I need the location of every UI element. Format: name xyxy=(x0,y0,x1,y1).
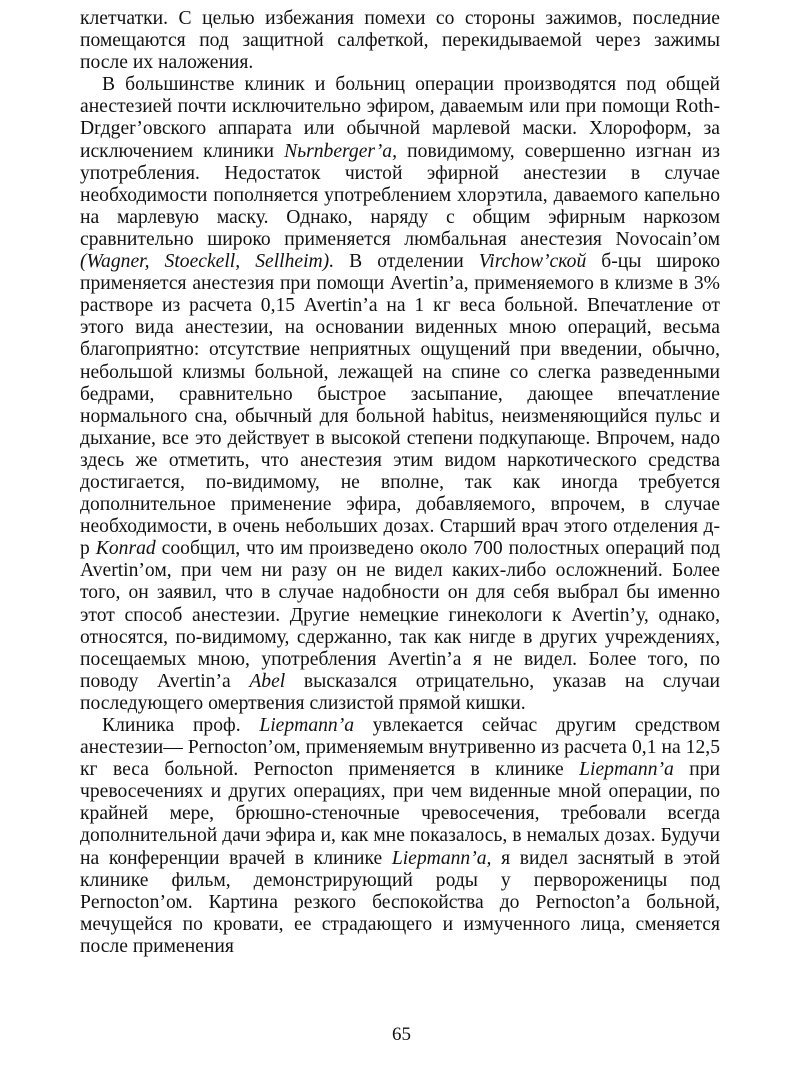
text-segment: В отделении xyxy=(334,251,479,273)
text-segment: Клиника проф. xyxy=(102,715,260,736)
italic-name: Liepmann’a xyxy=(579,759,674,781)
italic-name: (Wagner, Stoeckell, Sellheim). xyxy=(80,251,335,273)
text-segment: б-цы широко применяется анестезия при помощи Avertin’a, применяемого в клизме в 3% растворе из расчета 0,15 Avertin’a на 1 кг веса больной. Впечатление от этого вида анестезии, на основании виденных мною операций, весьма благоприятно: отсутствие неприятных ощущений при введении, обычно, небольшой клизмы больной, лежащей на спине со слегка разведенными бедрами, сравнительно быстроe засыпание, дающее впечатление нормального сна, обычный для больной habitus, неизменяющийся пульс и дыхание, все это действует в высокой степени подкупающе. Впрочем, надо здесь же отметить, что анестезия этим видом наркотического средства достигается, по-видимому, не вполне, так как иногда требуется дополнительное применение эфира, добавляемого, впрочем, в случае необходимости, в очень небольших дозах. Старший врач этого отделения д-р xyxy=(80,251,720,560)
text-segment: высказался отрицательно, указав на случаи последующего омертвения слизистой прямой кишки. xyxy=(80,670,721,714)
text-segment: В большинстве клиник и больниц операции производятся под общей анестезией почти исключительно эфиром, даваемым или при помощи Roth-Drдger’овского аппарата или обычной марлевой маски. Хлороформ, за исключением клиники xyxy=(80,74,720,162)
italic-name: Virchow’ской xyxy=(478,251,587,273)
paragraph-continuation xyxy=(80,8,720,74)
text-segment: при чревосечениях и других операциях, при чем виденные мной операции, по крайней мере, брюшно-стеночные чревосечения, требовали всегда дополнительной дачи эфира и, как мне показалось, в немалых дозах. Будучи на конференции врачей в клинике xyxy=(80,759,721,869)
italic-name: Liepmann’a xyxy=(259,715,355,736)
paragraph-anesthesia xyxy=(80,74,720,715)
text-segment: клетчатки. С целью избежания помехи со стороны зажимов, последние помещаются под защитной салфеткой, перекидываемой через зажимы после их наложения. xyxy=(80,8,720,74)
italic-name: Konrad xyxy=(95,538,156,560)
page-number: 65 xyxy=(392,1024,411,1045)
text-segment: увлекается сейчас другим средством анестезии— Pernocton’ом, применяемым внутривенно из расчета 0,1 на 12,5 кг веса больной. Pernocton применяется в клинике xyxy=(80,715,720,781)
body-text xyxy=(80,8,720,958)
italic-name: Abel xyxy=(249,670,286,692)
text-segment: я видел заснятый в этой клинике фильм, демонстрирующий роды у первороженицы под Pernocton’ом. Картина резкого беспокойства до Pernocton’a больной, мечущейся по кровати, ее страдающего и измученного лица, сменяется после применения xyxy=(80,847,720,957)
italic-name: Nьrnberger’a, xyxy=(284,140,397,162)
text-segment: повидимому, совершенно изгнан из употребления. Недостаток чистой эфирной анестезии в случае необходимости пополняется употреблением хлорэтила, даваемого капельно на марлевую маску. Однако, наряду с общим эфирным наркозом сравнительно широко применяется люмбальная анестезия Novocain’ом xyxy=(80,140,721,250)
text-segment: сообщил, что им произведено около 700 полостных операций под Avertin’ом, при чем ни разу он не видел каких-либо осложнений. Более того, он заявил, что в случае надобности он для себя выбрал бы именно этот способ анестезии. Другие немецкие гинекологи к Avertin’у, однако, относятся, по-видимому, сдержанно, так как нигде в других учреждениях, посещаемых мною, употребления Avertin’a я не видел. Более того, по поводу Avertin’a xyxy=(80,538,721,692)
italic-name: Liepmann’a, xyxy=(391,847,492,869)
paragraph-pernocton xyxy=(80,715,720,958)
